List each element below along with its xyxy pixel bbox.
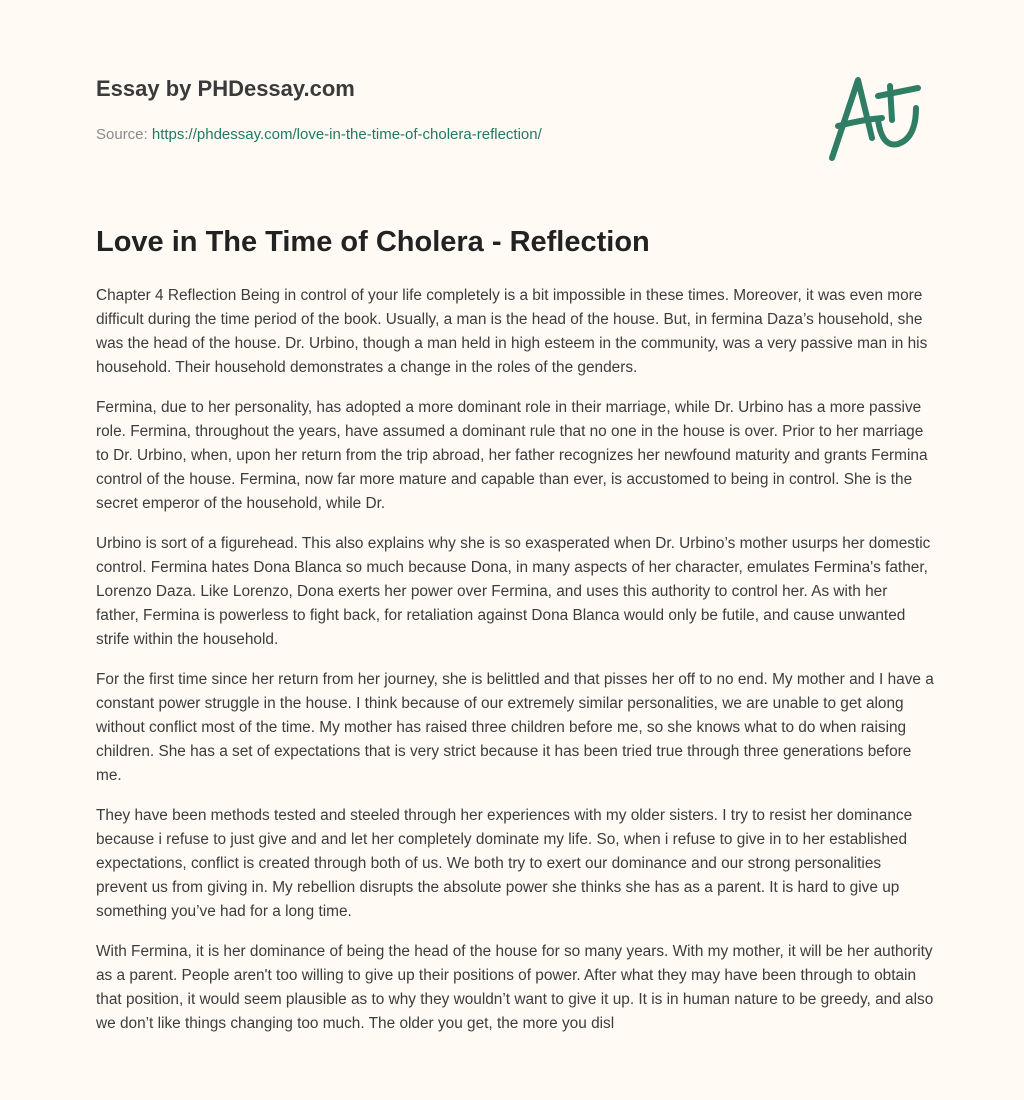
paragraph: Chapter 4 Reflection Being in control of your life completely is a bit impossible in these times. Moreover, it was even more difficult during the time period of the book. Usually, a man is the head of the house. But, in fermina Daza’s household, she was the head of the house. Dr. Urbino, though a man held in high esteem in the community, was a very passive man in his household. Their household demonstrates a change in the roles of the genders. [96, 287, 928, 376]
essay-title: Love in The Time of Cholera - Reflection [96, 226, 650, 258]
brand-title: Essay by PHDessay.com [96, 76, 355, 101]
paragraph: Fermina, due to her personality, has adopted a more dominant role in their marriage, while Dr. Urbino has a more passive role. Fermina, throughout the years, have assumed a dominant rule that no one in the house is over. Prior to her marriage to Dr. Urbino, when, upon her return from the trip abroad, her father recognizes her newfound maturity and grants Fermina control of the house. Fermina, now far more mature and capable than ever, is accustomed to being in control. She is the secret emperor of the household, while Dr. [96, 399, 928, 512]
source-label: Source: [96, 126, 148, 143]
paragraph: With Fermina, it is her dominance of being the head of the house for so many years. With my mother, it will be her authority as a parent. People aren't too willing to give up their positions of power. After what they may have been through to obtain that position, it would seem plausible as to why they wouldn’t want to give it up. It is in human nature to be greedy, and also we don’t like things changing too much. The older you get, the more you disl [96, 943, 934, 1032]
source-line [96, 126, 542, 143]
paragraph: Urbino is sort of a figurehead. This also explains why she is so exasperated when Dr. Urbino’s mother usurps her domestic control. Fermina hates Dona Blanca so much because Dona, in many aspects of her character, emulates Fermina's father, Lorenzo Daza. Like Lorenzo, Dona exerts her power over Fermina, and uses this authority to control her. As with her father, Fermina is powerless to fight back, for retaliation against Dona Blanca would only be futile, and cause unwanted strife within the household. [96, 535, 931, 648]
paragraph: They have been methods tested and steeled through her experiences with my older sisters. I try to resist her dominance because i refuse to just give and and let her completely dominate my life. So, when i refuse to give in to her established expectations, conflict is created through both of us. We both try to exert our dominance and our strong personalities prevent us from giving in. My rebellion disrupts the absolute power she thinks she has as a parent. It is hard to give up something you’ve had for a long time. [96, 807, 913, 920]
paragraph: For the first time since her return from her journey, she is belittled and that pisses her off to no end. My mother and I have a constant power struggle in the house. I think because of our extremely similar personalities, we are unable to get along without conflict most of the time. My mother has raised three children before me, so she knows what to do when raising children. She has a set of expectations that is very strict because it has been tried true through three generations before me. [96, 671, 934, 784]
a-plus-logo-icon [820, 68, 930, 168]
essay-header [96, 76, 542, 143]
essay-body [96, 284, 934, 1052]
source-link[interactable]: https://phdessay.com/love-in-the-time-of-cholera-reflection/ [151, 126, 542, 143]
